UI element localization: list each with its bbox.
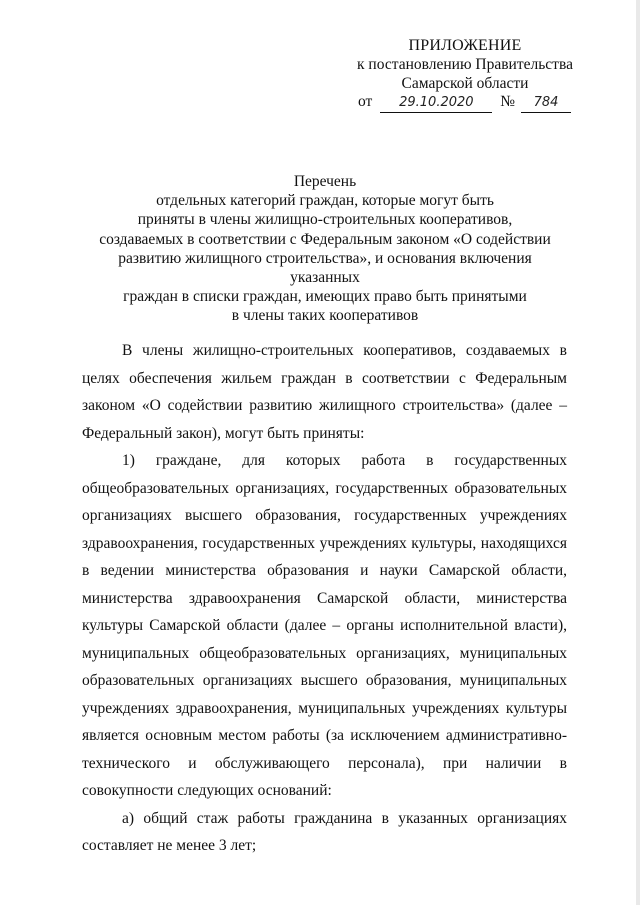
appendix-header [340,36,590,93]
heading-line: отдельных категорий граждан, которые могут быть [156,192,494,210]
list-item-a: а) общий стаж работы гражданина в указанных организациях составляет не менее 3 лет; [82,809,567,854]
heading-line: граждан в списки граждан, имеющих право быть принятыми [123,288,527,306]
number-label: № [500,93,515,110]
appendix-line-region: Самарской области [401,75,529,92]
appendix-date-number-line [358,92,598,113]
list-item-1: 1) граждане, для которых работа в государственных общеобразовательных организациях, государственных образовательных организациях высшего образования, государственных учреждениях здравоохранения, государственных учреждениях культуры, находящихся в ведении министерства образования и науки Самарской области, министерства здравоохранения Самарской области, министерства культуры Самарской области (далее – органы исполнительной власти), муниципальных общеобразовательных организациях, муниципальных образовательных организациях высшего образования, муниципальных учреждениях здравоохранения, муниципальных учреждениях культуры является основным местом работы (за исключением административно-технического и обслуживающего персонала), при наличии в совокупности следующих оснований: [82,452,567,799]
appendix-line-resolution: к постановлению Правительства [357,56,573,73]
appendix-title: ПРИЛОЖЕНИЕ [408,37,522,54]
scan-edge [636,0,640,905]
document-body [82,337,567,860]
heading-line: в члены таких кооперативов [231,307,419,325]
document-heading [90,172,560,326]
handwritten-number: 784 [521,93,571,113]
date-label: от [358,93,373,110]
handwritten-date: 29.10.2020 [380,93,492,113]
heading-line: приняты в члены жилищно-строительных кооперативов, [137,211,513,229]
heading-line: развитию жилищного строительства», и основания включения указанных [118,249,532,287]
heading-line: создаваемых в соответствии с Федеральным законом «О содействии [99,230,551,248]
heading-title: Перечень [293,173,357,190]
intro-paragraph: В члены жилищно-строительных кооперативов, создаваемых в целях обеспечения жильем граждан в соответствии с Федеральным законом «О содействии развитию жилищного строительства» (далее – Федеральный закон), могут быть приняты: [82,342,567,442]
